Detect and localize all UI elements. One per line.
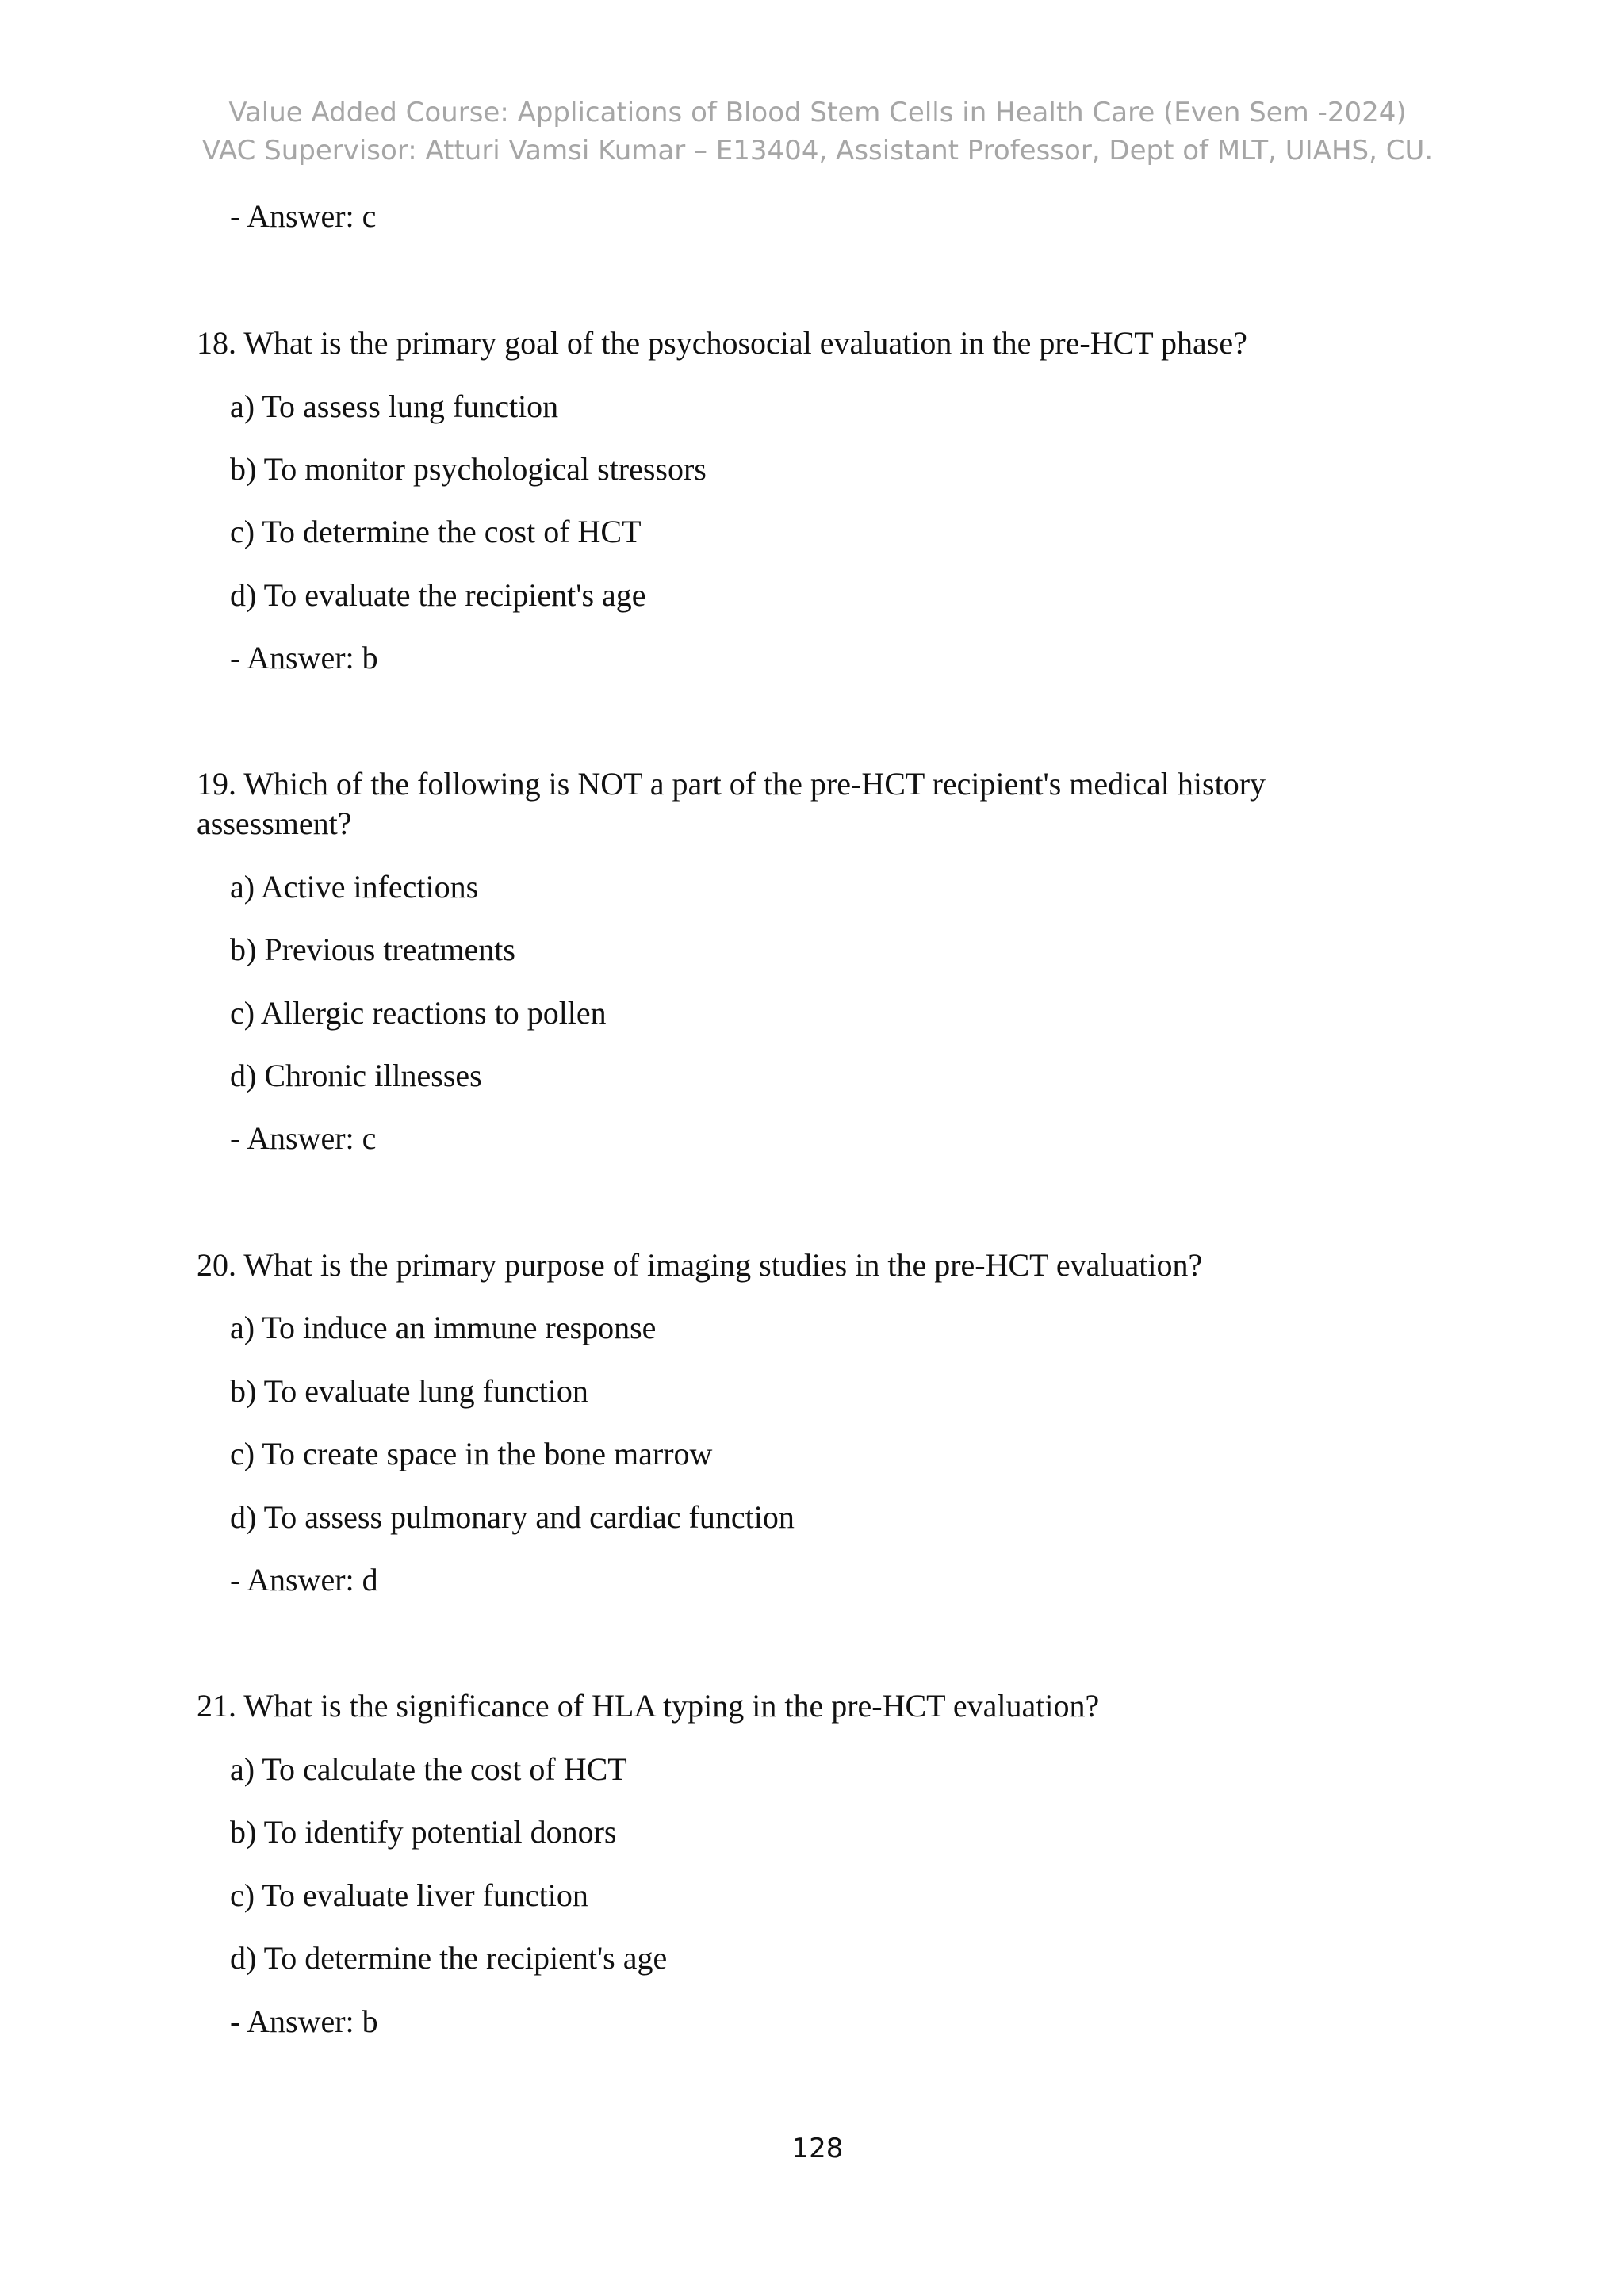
question-20-text: 20. What is the primary purpose of imaging studies in the pre-HCT evaluation? (197, 1247, 1203, 1283)
question-21-option-d: d) To determine the recipient's age (230, 1940, 668, 1976)
question-19-text-line1: 19. Which of the following is NOT a part of the pre-HCT recipient's medical history (197, 766, 1266, 802)
running-header (0, 94, 1624, 170)
question-19-text-line2: assessment? (197, 806, 352, 841)
question-18-answer: - Answer: b (230, 640, 378, 675)
question-19-option-d: d) Chronic illnesses (230, 1058, 482, 1093)
question-21-answer: - Answer: b (230, 2003, 378, 2039)
question-21-option-a: a) To calculate the cost of HCT (230, 1751, 627, 1787)
question-21-text: 21. What is the significance of HLA typing in the pre-HCT evaluation? (197, 1688, 1100, 1724)
question-20-option-b: b) To evaluate lung function (230, 1373, 588, 1409)
question-20-answer: - Answer: d (230, 1562, 378, 1598)
question-20-option-c: c) To create space in the bone marrow (230, 1436, 713, 1471)
header-supervisor-line: VAC Supervisor: Atturi Vamsi Kumar – E13404, Assistant Professor, Dept of MLT, UIAHS, CU. (201, 135, 1434, 166)
question-21-option-b: b) To identify potential donors (230, 1814, 617, 1850)
question-18-option-b: b) To monitor psychological stressors (230, 451, 707, 487)
question-19-option-b: b) Previous treatments (230, 932, 515, 967)
header-course-line: Value Added Course: Applications of Blood Stem Cells in Health Care (Even Sem -2024) (228, 97, 1407, 128)
question-19-option-a: a) Active infections (230, 869, 479, 905)
carryover-answer: - Answer: c (230, 198, 377, 234)
page-number: 128 (791, 2133, 844, 2164)
question-21-option-c: c) To evaluate liver function (230, 1877, 588, 1913)
question-20-option-d: d) To assess pulmonary and cardiac function (230, 1499, 795, 1535)
question-18-option-c: c) To determine the cost of HCT (230, 514, 642, 549)
question-20-option-a: a) To induce an immune response (230, 1310, 657, 1345)
question-18-option-d: d) To evaluate the recipient's age (230, 577, 646, 613)
question-18-text: 18. What is the primary goal of the psychosocial evaluation in the pre-HCT phase? (197, 325, 1247, 361)
question-18-option-a: a) To assess lung function (230, 388, 559, 424)
question-19-option-c: c) Allergic reactions to pollen (230, 995, 607, 1031)
question-19-answer: - Answer: c (230, 1120, 377, 1156)
